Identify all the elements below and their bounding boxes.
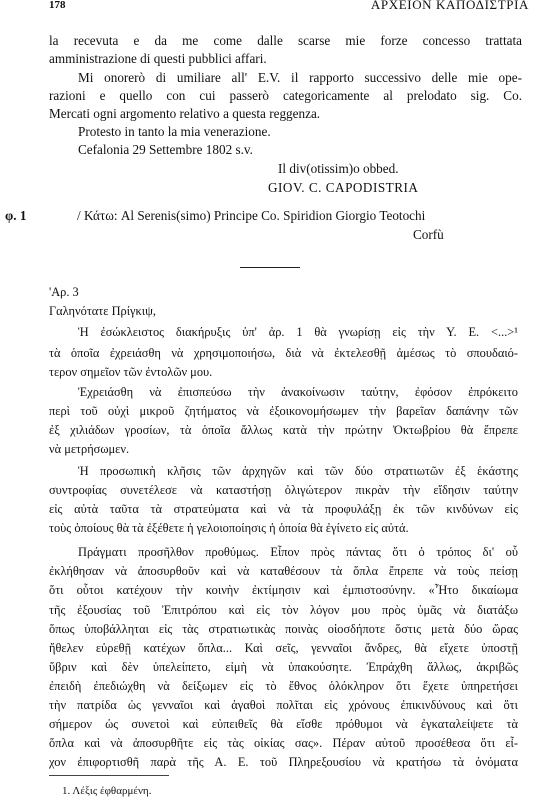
running-title: ΑΡΧΕΙΟΝ ΚΑΠΟΔΙΣΤΡΙΑ	[370, 0, 529, 12]
greek-line-8: Ἡ προσωπικὴ κλῆσις τῶν ἀρχηγῶν καὶ τῶν δύο στρατιωτῶν ἐξ ἑκάστης	[78, 464, 518, 478]
greek-line-6: ἐξ χιλιάδων γροσίων, τὰ ὁποῖα ἄλλως κατὰ τὴν πρώτην Ὀκτωβρίου θὰ ἔπρεπε	[49, 423, 518, 437]
greek-line-5: περὶ τοῦ οὐχὶ μικροῦ ζητήματος νὰ ἐξοικονομήσωμεν τὴν βαρεῖαν δαπάνην τῶν	[49, 404, 518, 418]
letter-closing: Il div(otissim)o obbed.	[278, 161, 399, 176]
greek-line-11: τοὺς ὁποίους θὰ τὰ ἐξέθετε ἡ γελοιοποίησις ἡ ὁποία θὰ ἐγίνετο εἰς αὐτά.	[49, 521, 409, 535]
greek-line-16: ὅπως ὑποβάλληται εἰς τὰς στρατιωτικὰς ποινὰς οἱοσδήποτε ὅστις μετὰ δύο ὥρας	[49, 622, 518, 636]
greek-line-9: συντροφίας συνετέλεσε νὰ καταστήσῃ ὀλιγώτερον πικρὰν τὴν εἴδησιν ταύτην	[49, 483, 518, 497]
greek-line-17: ἤθελεν εὑρεθῇ κατέχων ὅπλα... Καὶ σεῖς, γενναῖοι ἄνδρες, θὰ εἴχετε ὑποστῇ	[49, 641, 518, 655]
letter-number: 'Αρ. 3	[49, 285, 79, 299]
letter-line-4: razioni e quello con cui passerò categoricamente al prelodato sig. Co.	[49, 88, 522, 103]
greek-line-18: ὕβριν καὶ δὲν ὑπελείπετο, εἰμὴ νὰ ὑπακούσητε. Ἐπράχθη ἄλλως, ἀκριβῶς	[49, 660, 518, 674]
greek-line-13: ἐκλήθησαν νὰ ἀποσυρθοῦν καὶ νὰ καταθέσουν τὰ ὅπλα ἔπρεπε νὰ τοὺς πείσῃ	[49, 564, 518, 578]
greek-line-22: ὅπλα καὶ νὰ ἀποσυρθῆτε εἰς τὰς οἰκίας σας». Πέραν αὐτοῦ προσέθεσα ὅτι εἶ-	[49, 736, 518, 750]
greek-line-2: τὰ ὁποῖα ἐχρειάσθη νὰ χρησιμοποιήσω, διὰ νὰ ἐκτελεσθῇ ἀμέσως τὸ σπουδαιό-	[49, 346, 518, 360]
greek-line-14: ὅτι οὗτοι κατέχουν τὴν κοινὴν ἐκτίμησιν καὶ ἐμπιστοσύνην. «Ἦτο δικαίωμα	[49, 583, 518, 597]
salutation: Γαληνότατε Πρίγκιψ,	[49, 304, 156, 318]
address-line: / Κάτω: Al Serenis(simo) Principe Co. Spiridion Giorgio Teotochi	[77, 208, 426, 223]
greek-line-7: νὰ μετρήσωμεν.	[49, 442, 130, 456]
greek-line-21: σήμερον ὡς συνετοὶ καὶ εὐπειθεῖς θὰ εἴσθε πρόθυμοι νὰ ἐγκαταλείψετε τὰ	[49, 717, 518, 731]
page-number: 178	[49, 0, 66, 11]
greek-line-20: τὴν πατρίδα ὡς γενναῖοι καὶ ἀγαθοὶ πολῖται εἰς χρόνους ἐπικινδύνους καὶ ὅτι	[49, 698, 518, 712]
greek-line-19: ἐπειδὴ ἐπεδιώχθη νὰ δείξωμεν εἰς τὸ ἔθνος ὁλόκληρον ὅτι ἔχετε ὑπηρετήσει	[49, 679, 518, 693]
greek-line-3: τερον σημεῖον τῶν ἐντολῶν μου.	[49, 365, 213, 379]
greek-line-23: χον ἐπιφορτισθῆ παρὰ τῆς Α. Ε. τοῦ Πληρεξουσίου νὰ κρατήσω τὰ ὀνόματα	[49, 755, 518, 769]
greek-line-10: εἰς αὐτὰ ταῦτα τὰ στρατεύματα καὶ νὰ τὰ προφυλάξῃ ἐκ τῶν κινδύνων εἰς	[49, 502, 518, 516]
footnote-rule	[49, 775, 169, 776]
letter-line-3: Mi onorerò di umiliare all' E.V. il rapporto successivo delle mie ope-	[78, 70, 522, 85]
address-city: Corfù	[413, 227, 444, 242]
greek-line-15: τῆς ἐξουσίας τοῦ Ἐπιτρόπου καὶ εἰς τὸν λόγον μου πρὸς ὑμᾶς νὰ διατάξω	[49, 603, 518, 617]
letter-line-2: amministrazione di questi pubblici affari.	[49, 51, 267, 66]
footnote: 1. Λέξις ἐφθαρμένη.	[62, 785, 152, 797]
letter-date: Cefalonia 29 Settembre 1802 s.v.	[78, 142, 253, 157]
letter-line-5: Mercati ogni argomento relativo a questa reggenza.	[49, 106, 321, 121]
letter-line-6: Protesto in tanto la mia venerazione.	[78, 124, 271, 139]
section-divider	[240, 267, 300, 268]
letter-line-1: la recevuta e da me come dalle scarse mie forze concesso trattata	[49, 33, 522, 48]
greek-line-12: Πράγματι προσῆλθον προθύμως. Εἶπον πρὸς πάντας ὅτι ὁ τρόπος δι' οὗ	[78, 545, 518, 559]
greek-line-4: Ἐχρειάσθη νὰ ἐπισπεύσω τὴν ἀνακοίνωσιν ταύτην, ἐφόσον ἐπρόκειτο	[78, 385, 518, 399]
letter-signature: GIOV. C. CAPODISTRIA	[268, 180, 419, 195]
greek-line-1: Ἡ ἐσώκλειστος διακήρυξις ὑπ' ἀρ. 1 θὰ γνωρίσῃ εἰς τὴν Υ. Ε. <...>¹	[78, 325, 518, 339]
folio-marker: φ. 1	[5, 208, 27, 223]
